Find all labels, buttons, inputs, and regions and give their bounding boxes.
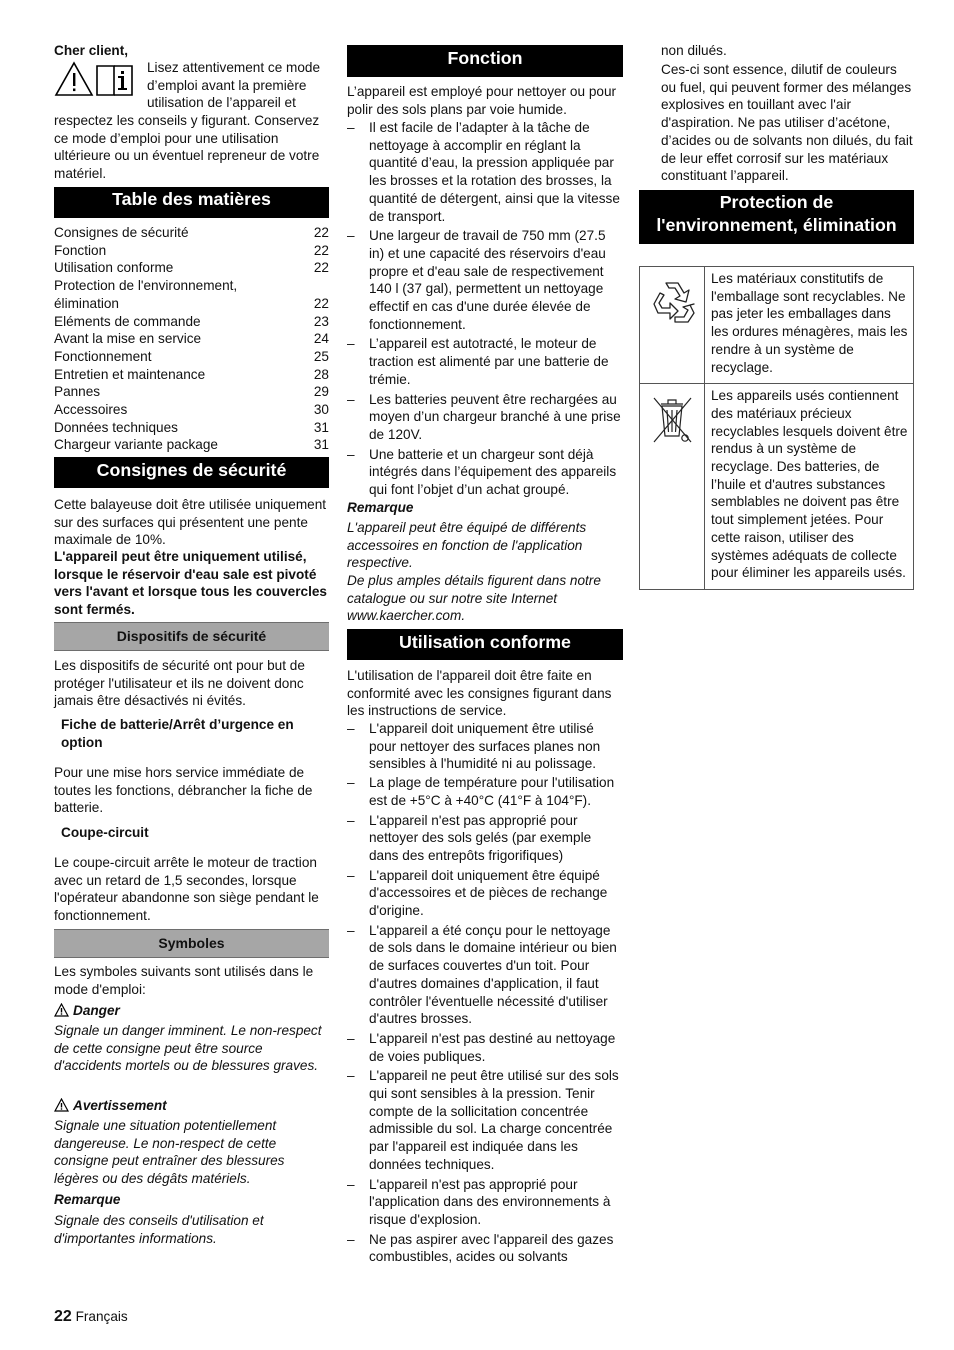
text-cell: Les appareils usés contiennent des matériaux précieux recyclables lesquels doivent être rendus à un système de recyclage. Des batteries, de l’huile et d'autres substances semblables ne doivent pas être tout simplement jetées. Pour cette raison, utiliser des systèmes adéquats de collecte pour éliminer les appareils usés. bbox=[705, 384, 914, 590]
safety-text: Cette balayeuse doit être utilisée uniquement sur des surfaces qui présentent une pente maximale de 10%. bbox=[54, 497, 327, 548]
intro-side-text: Lisez attentivement ce mode d’emploi avant la première utilisation de l’appareil et bbox=[147, 60, 321, 111]
danger-text: Signale un danger imminent. Le non-respect de cette consigne peut être source d'accidents mortels ou de blessures graves. bbox=[54, 1023, 322, 1074]
warning-label: Avertissement bbox=[73, 1098, 167, 1113]
devices-heading: Dispositifs de sécurité bbox=[54, 622, 329, 651]
function-note-link-text: De plus amples détails figurent dans notre catalogue ou sur notre site Internet www.kaercher.com. bbox=[347, 573, 601, 624]
crossed-bin-icon bbox=[644, 390, 700, 448]
icon-cell bbox=[640, 267, 705, 384]
environment-table bbox=[639, 266, 914, 590]
note-label: Remarque bbox=[54, 1192, 121, 1207]
warning-label-line bbox=[54, 1097, 329, 1115]
use-intro: L'utilisation de l'appareil doit être faite en conformité avec les consignes figurant dans les instructions de service. bbox=[347, 668, 612, 719]
function-list bbox=[347, 119, 623, 499]
function-note-label: Remarque bbox=[347, 500, 414, 515]
page-number: 22 bbox=[54, 1308, 72, 1325]
symbols-heading: Symboles bbox=[54, 929, 329, 958]
footer-language: Français bbox=[75, 1309, 128, 1324]
toc-entry[interactable]: Fonctionnement 25 bbox=[54, 348, 329, 364]
cutout-text: Le coupe-circuit arrête le moteur de traction avec un retard de 1,5 secondes, lorsque l'opérateur abandonne son siège pendant le fonctionnement. bbox=[54, 855, 319, 924]
symbols-text: Les symboles suivants sont utilisés dans le mode d'emploi: bbox=[54, 964, 314, 997]
list-item: – L'appareil ne peut être utilisé sur des sols qui sont sensibles à la pression. Tenir compte de la sollicitation concentrée admissible du sol. La charge concentrée par l'appareil est indiquée dans les données techniques. bbox=[347, 1067, 623, 1173]
danger-label: Danger bbox=[73, 1003, 120, 1018]
devices-text: Les dispositifs de sécurité ont pour but de protéger l'utilisateur et ils ne doivent donc jamais être désactivés ni évités. bbox=[54, 658, 305, 709]
warning-and-manual-icon bbox=[54, 60, 134, 98]
warning-triangle-icon bbox=[54, 1098, 69, 1112]
environment-heading: Protection de l'environnement, élimination bbox=[639, 190, 914, 244]
list-item: – L’appareil est autotracté, le moteur de traction est alimenté par une batterie de trémie. bbox=[347, 335, 623, 388]
toc-heading: Table des matières bbox=[54, 187, 329, 218]
toc-entry[interactable]: Chargeur variante package 31 bbox=[54, 437, 329, 453]
battery-subheading: Fiche de batterie/Arrêt d’urgence en option bbox=[61, 717, 294, 750]
list-item: – L'appareil n'est pas approprié pour l'application dans des environnements à risque d'explosion. bbox=[347, 1176, 623, 1229]
table-of-contents bbox=[54, 224, 329, 454]
list-item: – La plage de température pour l'utilisation est de +5°C à +40°C (41°F à 104°F). bbox=[347, 774, 623, 809]
warning-triangle-icon bbox=[54, 1003, 69, 1017]
toc-entry[interactable]: Eléments de commande 23 bbox=[54, 313, 329, 329]
safety-bold-text: L'appareil peut être uniquement utilisé, lorsque le réservoir d'eau sale est pivoté vers l'avant et lorsque tous les couvercles sont fermés. bbox=[54, 549, 327, 618]
continued-text: non dilués. bbox=[661, 43, 727, 58]
greeting: Cher client, bbox=[54, 43, 129, 58]
table-row bbox=[640, 384, 914, 590]
text-cell: Les matériaux constitutifs de l'emballage sont recyclables. Ne pas jeter les emballages dans les ordures ménagères, mais les rendre à un système de recyclage. bbox=[705, 267, 914, 384]
toc-entry[interactable]: Consignes de sécurité 22 bbox=[54, 225, 329, 240]
battery-text: Pour une mise hors service immédiate de toutes les fonctions, débrancher la fiche de batterie. bbox=[54, 765, 313, 816]
use-list bbox=[347, 720, 623, 1266]
table-row bbox=[640, 267, 914, 384]
function-heading: Fonction bbox=[347, 45, 623, 77]
use-heading: Utilisation conforme bbox=[347, 629, 623, 660]
toc-entry[interactable]: Entretien et maintenance 28 bbox=[54, 366, 329, 382]
list-item: – Il est facile de l’adapter à la tâche de nettoyage à accomplir en réglant la quantité d’eau, la pression appliquée par les brosses et la rotation des brosses, la quantité de détergent, ainsi que la vitesse de transport. bbox=[347, 119, 623, 225]
function-note-text: L'appareil peut être équipé de différents accessoires en fonction de l'application respective. bbox=[347, 520, 587, 571]
list-item: – L'appareil doit uniquement être utilisé pour nettoyer des surfaces planes non sensibles à l'humidité ni au polissage. bbox=[347, 720, 623, 773]
note-text: Signale des conseils d'utilisation et d'importantes informations. bbox=[54, 1213, 264, 1246]
function-intro: L’appareil est employé pour nettoyer ou pour polir des sols plans par voie humide. bbox=[347, 84, 617, 117]
list-item: – L'appareil n'est pas destiné au nettoyage de voies publiques. bbox=[347, 1030, 623, 1065]
toc-entry[interactable]: Avant la mise en service 24 bbox=[54, 331, 329, 347]
danger-label-line bbox=[54, 1002, 329, 1020]
toc-entry[interactable]: Fonction 22 bbox=[54, 242, 329, 258]
intro-text: respectez les conseils y figurant. Conservez ce mode d’emploi pour une utilisation ultérieure ou un éventuel repreneur de votre matériel. bbox=[54, 113, 320, 182]
page-footer bbox=[54, 1308, 128, 1326]
list-item: – Une largeur de travail de 750 mm (27.5 in) et une capacité des réservoirs d'eau propre et d'eau sale de respectivement 140 l (37 gal), permettent un nettoyage effectif en cas d'une durée élevée de fonctionnement. bbox=[347, 227, 623, 333]
toc-entry[interactable]: Utilisation conforme 22 bbox=[54, 260, 329, 276]
list-item: – L'appareil doit uniquement être équipé d'accessoires et de pièces de rechange d'origine. bbox=[347, 867, 623, 920]
list-item: – Les batteries peuvent être rechargées au moyen d’un chargeur branché à une prise de 120V. bbox=[347, 391, 623, 444]
list-item: – L'appareil a été conçu pour le nettoyage de sols dans le domaine intérieur ou bien de surfaces couvertes d'un toit. Pour d'autres domaines d'application, il faut contrôler l'éventuelle nécessité d'utiliser d'autres brosses. bbox=[347, 922, 623, 1028]
toc-entry[interactable]: Protection de l'environnement, élimination 22 bbox=[54, 278, 329, 311]
toc-entry[interactable]: Données techniques 31 bbox=[54, 419, 329, 435]
list-item: – L'appareil n'est pas approprié pour nettoyer des sols gelés (par exemple dans des entrepôts frigorifiques) bbox=[347, 812, 623, 865]
icon-cell bbox=[640, 384, 705, 590]
toc-entry[interactable]: Accessoires 30 bbox=[54, 402, 329, 418]
warning-text: Signale une situation potentiellement dangereuse. Le non-respect de cette consigne peut entraîner des blessures légères ou des dégâts matériels. bbox=[54, 1118, 285, 1187]
safety-heading: Consignes de sécurité bbox=[54, 457, 329, 488]
recycle-icon bbox=[644, 273, 700, 329]
continued-text-2: Ces-ci sont essence, dilutif de couleurs ou fuel, qui peuvent former des mélanges explosives en touillant avec l'air d'aspiration. Ne pas utiliser d’acétone, d’acides ou de solvants non dilués, du fait de leur effet corrosif sur les matériaux constituant l’appareil. bbox=[661, 62, 913, 184]
toc-entry[interactable]: Pannes 29 bbox=[54, 384, 329, 400]
list-item: – Ne pas aspirer avec l'appareil des gazes combustibles, acides ou solvants bbox=[347, 1231, 623, 1266]
cutout-subheading: Coupe-circuit bbox=[61, 825, 149, 840]
list-item: – Une batterie et un chargeur sont déjà intégrés dans l’équipement des appareils qui font l’objet d’un achat groupé. bbox=[347, 446, 623, 499]
